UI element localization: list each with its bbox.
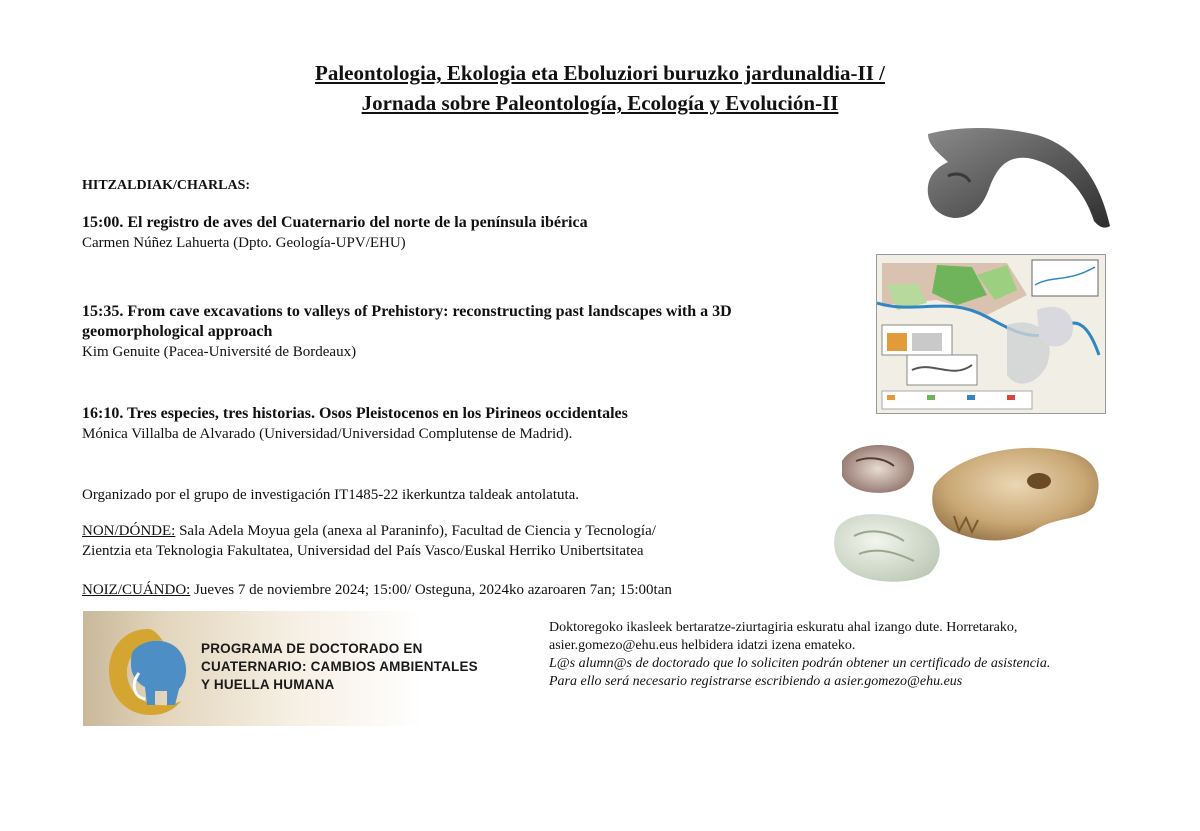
organizer-note: Organizado por el grupo de investigación IT1485-22 ikerkuntza taldeak antolatuta.: [82, 487, 580, 503]
certificate-note: [549, 619, 1069, 691]
program-title-line-3: Y HUELLA HUMANA: [201, 677, 335, 692]
map-drawing: [877, 255, 1105, 413]
talk-speaker: Kim Genuite (Pacea-Université de Bordeaux): [82, 344, 357, 360]
date-value: Jueves 7 de noviembre 2024; 15:00/ Osteguna, 2024ko azaroaren 7an; 15:00tan: [190, 582, 672, 598]
title-line-eu: Paleontologia, Ekologia eta Eboluziori buruzko jardunaldia-II /: [315, 61, 885, 85]
date-label: NOIZ/CUÁNDO:: [82, 582, 191, 598]
bear-skull-and-teeth-image: [834, 436, 1106, 584]
location-label: NON/DÓNDE:: [82, 523, 176, 539]
location-line-2: Zientzia eta Teknologia Fakultatea, Universidad del País Vasco/Euskal Herriko Unibertsitatea: [82, 543, 644, 559]
bird-claw-fossil-image: [918, 126, 1114, 238]
program-title-line-1: PROGRAMA DE DOCTORADO EN: [201, 641, 423, 656]
talk-1: [82, 213, 588, 253]
certificate-note-es: L@s alumn@s de doctorado que lo soliciten podrán obtener un certificado de asistencia. Para ello será necesario registrarse escribiendo a asier.gomezo@ehu.eus: [549, 656, 1051, 689]
talk-2: [82, 302, 842, 362]
program-title-line-2: CUATERNARIO: CAMBIOS AMBIENTALES: [201, 659, 478, 674]
certificate-note-eu: Doktoregoko ikasleek bertaratze-ziurtagiria eskuratu ahal izango dute. Horretarako, asier.gomezo@ehu.eus helbidera idatzi izena emateko.: [549, 620, 1018, 653]
program-title: [201, 640, 478, 694]
location: [82, 521, 656, 561]
talk-title: 15:35. From cave excavations to valleys of Prehistory: reconstructing past landscapes with a 3D geomorphological approach: [82, 303, 732, 340]
title-line-es: Jornada sobre Paleontología, Ecología y Evolución-II: [361, 91, 839, 115]
page-title: [0, 58, 1200, 118]
date-time: [82, 580, 672, 600]
mammoth-logo-icon: [105, 625, 191, 719]
geomorphological-map-image: [876, 254, 1106, 414]
doctorate-program-banner: [83, 611, 536, 726]
talk-title: 15:00. El registro de aves del Cuaternario del norte de la península ibérica: [82, 214, 588, 231]
talk-title: 16:10. Tres especies, tres historias. Osos Pleistocenos en los Pirineos occidentales: [82, 405, 628, 422]
talk-speaker: Mónica Villalba de Alvarado (Universidad/Universidad Complutense de Madrid).: [82, 426, 573, 442]
location-line-1: Sala Adela Moyua gela (anexa al Paraninfo), Facultad de Ciencia y Tecnología/: [175, 523, 656, 539]
talk-3: [82, 404, 628, 444]
talks-heading: HITZALDIAK/CHARLAS:: [82, 178, 251, 193]
talk-speaker: Carmen Núñez Lahuerta (Dpto. Geología-UPV/EHU): [82, 235, 406, 251]
